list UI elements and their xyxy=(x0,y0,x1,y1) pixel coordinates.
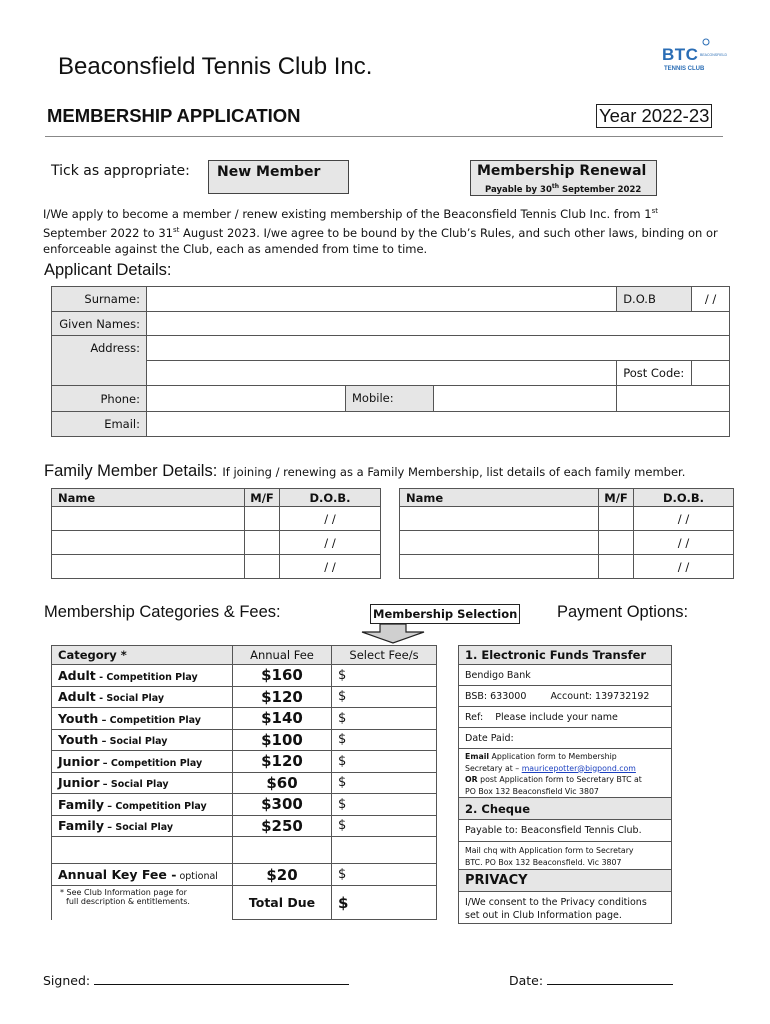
col-category: Category * xyxy=(52,646,233,665)
address-field-2[interactable] xyxy=(147,361,617,386)
fee-category xyxy=(52,751,233,773)
fee-amount: $120 xyxy=(233,686,332,708)
fee-rows xyxy=(52,665,437,837)
fee-amount: $100 xyxy=(233,729,332,751)
fee-category-sub: – Social Play xyxy=(103,822,174,834)
fee-amount: $160 xyxy=(233,665,332,687)
family-col-dob: D.O.B. xyxy=(634,489,734,507)
down-arrow-icon xyxy=(360,624,426,644)
family-mf-field[interactable] xyxy=(245,507,280,531)
mail-line-1: Mail chq with Application form to Secretary xyxy=(465,845,634,855)
family-name-field[interactable] xyxy=(52,531,245,555)
date-paid[interactable]: Date Paid: xyxy=(459,728,672,749)
email-link[interactable]: mauricepotter@bigpond.com xyxy=(521,763,636,773)
fee-category-main: Youth xyxy=(58,710,99,726)
phone-field[interactable] xyxy=(147,386,346,412)
privacy-consent xyxy=(459,892,672,924)
fee-select[interactable]: $ xyxy=(332,708,437,730)
fee-category-main: Junior xyxy=(58,753,100,769)
payment-table xyxy=(458,645,672,924)
fee-row xyxy=(52,665,437,687)
phone-label: Phone: xyxy=(52,386,147,412)
tick-label: Tick as appropriate: xyxy=(51,163,190,179)
fee-category xyxy=(52,665,233,687)
family-dob-field[interactable]: / / xyxy=(634,555,734,579)
fee-category-sub: – Competition Play xyxy=(103,800,207,812)
fee-category-main: Adult xyxy=(58,667,96,683)
signature-line[interactable] xyxy=(94,984,349,985)
fee-category-sub: – Competition Play xyxy=(99,757,203,769)
family-dob-field[interactable]: / / xyxy=(634,507,734,531)
col-select-fees: Select Fee/s xyxy=(332,646,437,665)
renewal-label: Membership Renewal xyxy=(477,163,647,179)
email-text-1: Application form to Membership xyxy=(489,752,617,761)
agreement-p2: September 2022 to 31 xyxy=(43,225,173,240)
fee-category-main: Adult xyxy=(58,689,96,705)
dob-label: D.O.B xyxy=(617,287,692,312)
header-divider xyxy=(45,136,723,137)
fee-category-sub: – Competition Play xyxy=(98,714,201,726)
family-name-field[interactable] xyxy=(400,507,599,531)
fee-select[interactable]: $ xyxy=(332,729,437,751)
email-instructions xyxy=(459,749,672,798)
renewal-note-sup: th xyxy=(551,183,560,190)
applicant-heading: Applicant Details: xyxy=(44,261,172,279)
total-due-field[interactable]: $ xyxy=(332,886,437,920)
mail-line-2: BTC. PO Box 132 Beaconsfield. Vic 3807 xyxy=(465,857,622,867)
or-bold: OR xyxy=(465,775,478,784)
fee-select[interactable]: $ xyxy=(332,665,437,687)
new-member-checkbox[interactable] xyxy=(348,160,386,194)
address-label: Address: xyxy=(52,336,147,386)
new-member-label: New Member xyxy=(217,164,321,180)
fee-category-sub: - Social Play xyxy=(95,693,165,705)
given-names-label: Given Names: xyxy=(52,312,147,336)
family-dob-field[interactable]: / / xyxy=(634,531,734,555)
email-text-2: Secretary at – xyxy=(465,763,522,773)
agreement-line-2 xyxy=(43,222,733,241)
family-mf-field[interactable] xyxy=(599,531,634,555)
fee-category-main: Youth xyxy=(58,732,99,748)
fee-amount: $140 xyxy=(233,708,332,730)
family-col-name: Name xyxy=(400,489,599,507)
fee-category xyxy=(52,686,233,708)
renewal-box xyxy=(470,160,694,196)
payment-heading: Payment Options: xyxy=(557,603,689,621)
fee-category xyxy=(52,729,233,751)
date-line[interactable] xyxy=(547,984,673,985)
fee-row xyxy=(52,729,437,751)
email-field[interactable] xyxy=(147,412,730,437)
fee-category xyxy=(52,772,233,794)
family-mf-field[interactable] xyxy=(245,531,280,555)
family-heading-row xyxy=(44,461,744,481)
privacy-line-2: set out in Club Information page. xyxy=(465,909,622,921)
footnote-2: full description & entitlements. xyxy=(66,897,190,906)
agreement-p1: I/We apply to become a member / renew existing membership of the Beaconsfield Tennis Club Inc. from 1 xyxy=(43,206,652,221)
surname-label: Surname: xyxy=(52,287,147,312)
email-label: Email: xyxy=(52,412,147,437)
fee-category-sub: – Social Play xyxy=(99,779,169,791)
mobile-label: Mobile: xyxy=(346,386,434,411)
address-field-1[interactable] xyxy=(147,336,730,361)
fee-amount: $60 xyxy=(233,772,332,794)
fee-category-sub: - Competition Play xyxy=(95,671,198,683)
categories-heading: Membership Categories & Fees: xyxy=(44,603,281,621)
applicant-table xyxy=(51,286,730,437)
key-fee-select[interactable]: $ xyxy=(332,864,437,886)
ref-text: Please include your name xyxy=(495,711,618,723)
blank-fee xyxy=(233,837,332,864)
payable-to: Payable to: Beaconsfield Tennis Club. xyxy=(459,820,672,842)
fee-category-sub: – Social Play xyxy=(98,736,168,748)
bsb: BSB: 633000 xyxy=(465,690,527,702)
bank-details xyxy=(459,686,672,707)
eft-title: 1. Electronic Funds Transfer xyxy=(459,646,672,665)
family-table-right xyxy=(399,488,734,579)
family-mf-field[interactable] xyxy=(599,555,634,579)
agreement-sup2: st xyxy=(172,225,180,234)
mobile-cell xyxy=(346,386,617,412)
fee-row xyxy=(52,794,437,816)
fee-select[interactable]: $ xyxy=(332,751,437,773)
mobile-field[interactable] xyxy=(617,386,730,412)
blank-select xyxy=(332,837,437,864)
surname-field[interactable] xyxy=(147,287,617,312)
fee-select[interactable]: $ xyxy=(332,686,437,708)
key-fee-sub: optional xyxy=(176,871,218,882)
footnote-1: * See Club Information page for xyxy=(60,888,187,897)
fee-row xyxy=(52,708,437,730)
date-label: Date: xyxy=(509,973,544,988)
bank-name: Bendigo Bank xyxy=(459,665,672,686)
footnote xyxy=(52,886,233,920)
signed-row xyxy=(43,973,349,988)
signed-label: Signed: xyxy=(43,973,91,988)
key-fee-amount: $20 xyxy=(233,864,332,886)
email-bold: Email xyxy=(465,752,490,761)
year-label: Year 2022-23 xyxy=(596,104,712,128)
family-col-mf: M/F xyxy=(245,489,280,507)
privacy-title: PRIVACY xyxy=(459,870,672,892)
form-title: MEMBERSHIP APPLICATION xyxy=(47,105,301,126)
fee-select[interactable]: $ xyxy=(332,772,437,794)
renewal-note-a: Payable by 30 xyxy=(485,184,552,195)
membership-selection-label: Membership Selection xyxy=(370,604,520,624)
reference xyxy=(459,707,672,728)
post-code-field[interactable] xyxy=(692,361,730,386)
ref-label: Ref: xyxy=(465,711,484,723)
family-dob-field[interactable]: / / xyxy=(280,507,381,531)
col-annual-fee: Annual Fee xyxy=(233,646,332,665)
family-name-field[interactable] xyxy=(52,555,245,579)
family-col-name: Name xyxy=(52,489,245,507)
logo-subtitle-2: TENNIS CLUB xyxy=(664,66,705,72)
cheque-title: 2. Cheque xyxy=(459,798,672,820)
agreement-text xyxy=(43,203,733,257)
key-fee-main: Annual Key Fee - xyxy=(58,867,177,882)
fee-category-main: Junior xyxy=(58,775,100,791)
post-code-label: Post Code: xyxy=(617,361,692,386)
fee-category-main: Family xyxy=(58,796,104,812)
fee-row xyxy=(52,751,437,773)
fees-table xyxy=(51,645,437,920)
agreement-line-1 xyxy=(43,203,733,222)
fee-category xyxy=(52,794,233,816)
account-number: Account: 139732192 xyxy=(550,690,650,702)
family-name-field[interactable] xyxy=(400,555,599,579)
agreement-sup1: st xyxy=(651,207,659,215)
fee-select[interactable]: $ xyxy=(332,815,437,837)
privacy-line-1: I/We consent to the Privacy conditions xyxy=(465,896,647,908)
fee-category-main: Family xyxy=(58,818,104,834)
fee-row xyxy=(52,686,437,708)
family-dob-field[interactable]: / / xyxy=(280,555,381,579)
dob-field[interactable]: / / xyxy=(692,287,730,312)
logo-subtitle-1: BEACONSFIELD xyxy=(700,53,728,57)
new-member-box xyxy=(208,160,386,194)
total-due-label: Total Due xyxy=(233,886,332,920)
fee-row xyxy=(52,815,437,837)
fee-row xyxy=(52,772,437,794)
fee-category xyxy=(52,815,233,837)
family-col-dob: D.O.B. xyxy=(280,489,381,507)
mail-cheque xyxy=(459,842,672,870)
fee-select[interactable]: $ xyxy=(332,794,437,816)
fee-amount: $250 xyxy=(233,815,332,837)
family-mf-field[interactable] xyxy=(599,507,634,531)
family-dob-field[interactable]: / / xyxy=(280,531,381,555)
family-table-left xyxy=(51,488,381,579)
family-col-mf: M/F xyxy=(599,489,634,507)
family-name-field[interactable] xyxy=(52,507,245,531)
renewal-note xyxy=(485,183,641,195)
date-row xyxy=(509,973,673,988)
fee-amount: $120 xyxy=(233,751,332,773)
given-names-field[interactable] xyxy=(147,312,730,336)
family-name-field[interactable] xyxy=(400,531,599,555)
fee-category xyxy=(52,708,233,730)
renewal-note-b: September 2022 xyxy=(559,184,642,195)
agreement-line-3: enforceable against the Club, each as amended from time to time. xyxy=(43,241,428,256)
renewal-checkbox[interactable] xyxy=(656,160,694,196)
club-name: Beaconsfield Tennis Club Inc. xyxy=(58,53,373,80)
family-mf-field[interactable] xyxy=(245,555,280,579)
agreement-p3: August 2023. I/we agree to be bound by the Club’s Rules, and such other laws, binding on or xyxy=(179,225,718,240)
or-text: post Application form to Secretary BTC at xyxy=(477,775,642,784)
fee-amount: $300 xyxy=(233,794,332,816)
family-heading: Family Member Details: xyxy=(44,462,218,480)
club-logo xyxy=(656,38,728,78)
key-fee-label xyxy=(52,864,233,886)
blank-category xyxy=(52,837,233,864)
family-note: If joining / renewing as a Family Membership, list details of each family member. xyxy=(222,465,686,479)
po-box: PO Box 132 Beaconsfield Vic 3807 xyxy=(465,786,599,796)
logo-text: BTC xyxy=(662,45,699,64)
